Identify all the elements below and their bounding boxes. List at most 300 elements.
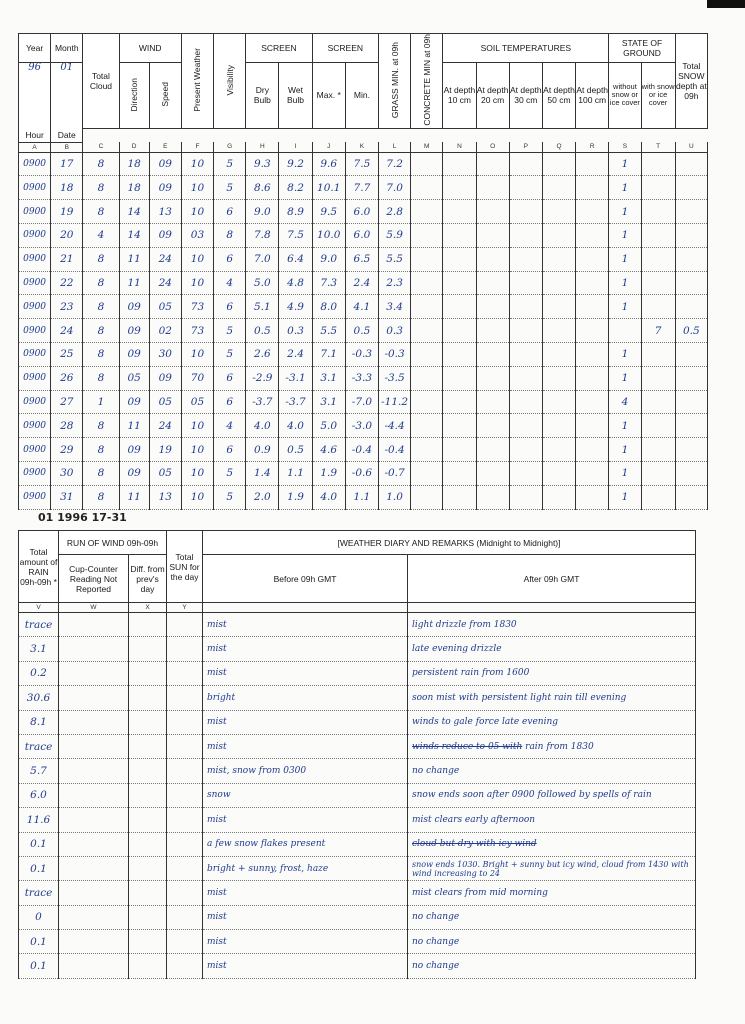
concrete-min-cell bbox=[411, 200, 443, 224]
after-remark: snow ends 1030. Bright + sunny but icy wind, cloud from 1430 with wind increasing to 24 bbox=[412, 859, 689, 878]
rain-amount-cell: 0.1 bbox=[19, 832, 59, 856]
diary-header: [WEATHER DIARY AND REMARKS (Midnight to Midnight)] bbox=[203, 531, 696, 555]
soil-10cm-cell bbox=[443, 224, 476, 248]
hour-label: Hour bbox=[19, 128, 51, 142]
observation-row bbox=[19, 200, 708, 224]
wind-diff-cell bbox=[129, 808, 167, 832]
soil-50cm-cell bbox=[542, 485, 575, 509]
sun-cell bbox=[167, 954, 203, 978]
after-remark: snow ends soon after 0900 followed by spells of rain bbox=[412, 790, 652, 801]
present-weather-cell: 10 bbox=[181, 176, 213, 200]
month-value-cell bbox=[51, 62, 83, 128]
diary-row bbox=[19, 613, 696, 637]
observation-row bbox=[19, 390, 708, 414]
observation-row bbox=[19, 247, 708, 271]
grass-min-cell: 5.5 bbox=[379, 247, 411, 271]
dry-bulb-cell: 9.3 bbox=[246, 152, 279, 176]
wind-direction-cell: 09 bbox=[119, 438, 149, 462]
ground-without-snow-cell: 1 bbox=[609, 271, 641, 295]
sun-cell bbox=[167, 686, 203, 710]
after-remark: no change bbox=[412, 961, 460, 972]
soil-50cm-cell bbox=[542, 271, 575, 295]
max-temp-cell: 4.0 bbox=[312, 485, 345, 509]
hour-cell: 0900 bbox=[19, 343, 51, 367]
observation-row bbox=[19, 438, 708, 462]
concrete-min-header: CONCRETE MIN at 09h bbox=[411, 34, 443, 129]
hour-cell: 0900 bbox=[19, 247, 51, 271]
dry-bulb-cell: 0.5 bbox=[246, 319, 279, 343]
after-09h-cell bbox=[408, 710, 696, 734]
wind-direction-cell: 11 bbox=[119, 414, 149, 438]
diary-row bbox=[19, 808, 696, 832]
column-letter: M bbox=[411, 142, 443, 152]
before-09h-cell: mist bbox=[203, 613, 408, 637]
observation-row bbox=[19, 295, 708, 319]
wet-bulb-cell: 4.0 bbox=[279, 414, 312, 438]
grass-min-cell: 7.2 bbox=[379, 152, 411, 176]
soil-30cm-cell bbox=[509, 200, 542, 224]
date-cell: 17 bbox=[51, 152, 83, 176]
ground-without-snow-cell: 1 bbox=[609, 152, 641, 176]
observation-row bbox=[19, 224, 708, 248]
ground-without-snow-cell: 1 bbox=[609, 176, 641, 200]
sun-cell bbox=[167, 661, 203, 685]
soil-20cm-cell bbox=[476, 462, 509, 486]
column-letter: V bbox=[19, 603, 59, 613]
soil-50cm-cell bbox=[542, 152, 575, 176]
cup-counter-cell bbox=[59, 808, 129, 832]
hour-cell: 0900 bbox=[19, 319, 51, 343]
ground-without-snow-cell: 1 bbox=[609, 462, 641, 486]
soil-30cm-cell bbox=[509, 462, 542, 486]
max-temp-cell: 9.0 bbox=[312, 247, 345, 271]
wind-diff-cell bbox=[129, 613, 167, 637]
before-09h-cell: mist bbox=[203, 661, 408, 685]
soil-100cm-cell bbox=[576, 414, 609, 438]
soil-100cm-cell bbox=[576, 224, 609, 248]
rain-amount-cell: trace bbox=[19, 881, 59, 905]
wind-diff-cell bbox=[129, 930, 167, 954]
soil-10cm-cell bbox=[443, 152, 476, 176]
min-temp-cell: 7.7 bbox=[345, 176, 378, 200]
visibility-cell: 6 bbox=[214, 366, 246, 390]
dry-bulb-cell: -2.9 bbox=[246, 366, 279, 390]
visibility-cell: 4 bbox=[214, 414, 246, 438]
direction-header: Direction bbox=[119, 62, 149, 128]
soil-20cm-cell bbox=[476, 200, 509, 224]
soil-temperatures-header: SOIL TEMPERATURES bbox=[443, 34, 609, 63]
column-letter-row bbox=[19, 142, 708, 152]
diary-rows bbox=[19, 613, 696, 979]
sun-cell bbox=[167, 783, 203, 807]
ground-without-snow-cell: 1 bbox=[609, 224, 641, 248]
soil-30cm-cell bbox=[509, 366, 542, 390]
date-cell: 29 bbox=[51, 438, 83, 462]
visibility-cell: 5 bbox=[214, 152, 246, 176]
soil-50cm-cell bbox=[542, 247, 575, 271]
min-temp-cell: 0.5 bbox=[345, 319, 378, 343]
wind-diff-cell bbox=[129, 734, 167, 758]
present-weather-cell: 10 bbox=[181, 414, 213, 438]
soil-100cm-header: At depth 100 cm bbox=[576, 62, 609, 128]
after-09h-header: After 09h GMT bbox=[408, 555, 696, 603]
ground-with-snow-cell bbox=[641, 485, 675, 509]
visibility-cell: 6 bbox=[214, 200, 246, 224]
soil-10cm-cell bbox=[443, 247, 476, 271]
total-cloud-cell: 8 bbox=[83, 485, 119, 509]
wind-direction-cell: 09 bbox=[119, 343, 149, 367]
visibility-cell: 5 bbox=[214, 462, 246, 486]
rain-amount-cell: 0.1 bbox=[19, 930, 59, 954]
wind-diff-cell bbox=[129, 661, 167, 685]
visibility-cell: 5 bbox=[214, 343, 246, 367]
rain-amount-cell: 11.6 bbox=[19, 808, 59, 832]
wind-speed-cell: 05 bbox=[149, 462, 181, 486]
ground-with-snow-cell bbox=[641, 152, 675, 176]
after-remark: rain from 1830 bbox=[525, 741, 594, 752]
wet-bulb-cell: -3.1 bbox=[279, 366, 312, 390]
soil-50cm-cell bbox=[542, 414, 575, 438]
wind-diff-cell bbox=[129, 856, 167, 880]
soil-100cm-cell bbox=[576, 438, 609, 462]
date-cell: 25 bbox=[51, 343, 83, 367]
sun-cell bbox=[167, 637, 203, 661]
run-of-wind-header: RUN OF WIND 09h-09h bbox=[59, 531, 167, 555]
soil-20cm-cell bbox=[476, 224, 509, 248]
min-temp-cell: 2.4 bbox=[345, 271, 378, 295]
after-09h-cell bbox=[408, 954, 696, 978]
soil-20cm-cell bbox=[476, 485, 509, 509]
wind-speed-cell: 24 bbox=[149, 414, 181, 438]
present-weather-cell: 10 bbox=[181, 200, 213, 224]
column-letter: C bbox=[83, 142, 119, 152]
min-temp-cell: -3.3 bbox=[345, 366, 378, 390]
before-09h-cell: bright bbox=[203, 686, 408, 710]
year-value: 96 bbox=[28, 62, 41, 73]
soil-30cm-cell bbox=[509, 343, 542, 367]
cup-counter-cell bbox=[59, 881, 129, 905]
wind-speed-cell: 24 bbox=[149, 247, 181, 271]
grass-min-cell: -3.5 bbox=[379, 366, 411, 390]
before-09h-cell: mist, snow from 0300 bbox=[203, 759, 408, 783]
snow-depth-cell bbox=[675, 200, 707, 224]
soil-30cm-cell bbox=[509, 152, 542, 176]
cup-counter-cell bbox=[59, 637, 129, 661]
diary-row bbox=[19, 661, 696, 685]
dry-bulb-header: Dry Bulb bbox=[246, 62, 279, 128]
wet-bulb-cell: 6.4 bbox=[279, 247, 312, 271]
after-09h-cell bbox=[408, 734, 696, 758]
snow-depth-cell bbox=[675, 390, 707, 414]
grass-min-cell: -4.4 bbox=[379, 414, 411, 438]
grass-min-cell: 3.4 bbox=[379, 295, 411, 319]
observation-row bbox=[19, 462, 708, 486]
total-cloud-cell: 8 bbox=[83, 176, 119, 200]
wet-bulb-cell: -3.7 bbox=[279, 390, 312, 414]
soil-10cm-cell bbox=[443, 176, 476, 200]
soil-100cm-cell bbox=[576, 319, 609, 343]
sun-cell bbox=[167, 710, 203, 734]
diary-row bbox=[19, 734, 696, 758]
wet-bulb-cell: 9.2 bbox=[279, 152, 312, 176]
soil-30cm-cell bbox=[509, 319, 542, 343]
soil-20cm-cell bbox=[476, 343, 509, 367]
ground-with-snow-cell bbox=[641, 224, 675, 248]
sun-cell bbox=[167, 856, 203, 880]
after-09h-cell bbox=[408, 783, 696, 807]
present-weather-cell: 70 bbox=[181, 366, 213, 390]
soil-100cm-cell bbox=[576, 462, 609, 486]
concrete-min-cell bbox=[411, 485, 443, 509]
cup-counter-header: Cup-Counter Reading Not Reported bbox=[59, 555, 129, 603]
before-09h-cell: mist bbox=[203, 710, 408, 734]
diff-header: Diff. from prev's day bbox=[129, 555, 167, 603]
rain-amount-cell: 0.2 bbox=[19, 661, 59, 685]
date-cell: 19 bbox=[51, 200, 83, 224]
snow-depth-cell bbox=[675, 462, 707, 486]
column-letter: G bbox=[214, 142, 246, 152]
after-remark: mist clears from mid morning bbox=[412, 887, 548, 898]
diary-row bbox=[19, 637, 696, 661]
soil-10cm-cell bbox=[443, 343, 476, 367]
soil-50cm-cell bbox=[542, 438, 575, 462]
cup-counter-cell bbox=[59, 856, 129, 880]
screen-header-2: SCREEN bbox=[312, 34, 378, 63]
wind-direction-cell: 05 bbox=[119, 366, 149, 390]
wind-direction-cell: 18 bbox=[119, 152, 149, 176]
total-cloud-cell: 8 bbox=[83, 462, 119, 486]
visibility-cell: 6 bbox=[214, 438, 246, 462]
wind-speed-cell: 13 bbox=[149, 485, 181, 509]
soil-100cm-cell bbox=[576, 176, 609, 200]
wind-direction-cell: 18 bbox=[119, 176, 149, 200]
state-of-ground-header: STATE OF GROUND bbox=[609, 34, 675, 63]
sun-cell bbox=[167, 808, 203, 832]
rain-amount-cell: 30.6 bbox=[19, 686, 59, 710]
snow-depth-cell bbox=[675, 414, 707, 438]
wind-direction-cell: 09 bbox=[119, 295, 149, 319]
column-letter: S bbox=[609, 142, 641, 152]
column-letter-blank bbox=[408, 603, 696, 613]
ground-with-snow-cell bbox=[641, 366, 675, 390]
max-temp-cell: 7.1 bbox=[312, 343, 345, 367]
ground-with-snow-cell bbox=[641, 343, 675, 367]
grass-min-header: GRASS MIN. at 09h bbox=[379, 34, 411, 129]
column-letter: Y bbox=[167, 603, 203, 613]
max-temp-cell: 1.9 bbox=[312, 462, 345, 486]
ground-with-snow-cell bbox=[641, 414, 675, 438]
total-cloud-cell: 8 bbox=[83, 366, 119, 390]
snow-depth-cell bbox=[675, 224, 707, 248]
soil-20cm-cell bbox=[476, 247, 509, 271]
concrete-min-cell bbox=[411, 462, 443, 486]
date-cell: 28 bbox=[51, 414, 83, 438]
soil-10cm-cell bbox=[443, 438, 476, 462]
date-cell: 20 bbox=[51, 224, 83, 248]
column-letter: R bbox=[576, 142, 609, 152]
min-temp-cell: -7.0 bbox=[345, 390, 378, 414]
cup-counter-cell bbox=[59, 783, 129, 807]
wind-diff-cell bbox=[129, 905, 167, 929]
after-remark: persistent rain from 1600 bbox=[412, 668, 530, 679]
ground-with-snow-cell bbox=[641, 247, 675, 271]
cup-counter-cell bbox=[59, 661, 129, 685]
hour-cell: 0900 bbox=[19, 462, 51, 486]
soil-30cm-cell bbox=[509, 438, 542, 462]
before-09h-cell: mist bbox=[203, 930, 408, 954]
column-letter: P bbox=[509, 142, 542, 152]
after-remark: no change bbox=[412, 936, 460, 947]
soil-30cm-cell bbox=[509, 390, 542, 414]
ground-without-snow-cell: 1 bbox=[609, 200, 641, 224]
soil-10cm-cell bbox=[443, 414, 476, 438]
soil-10cm-header: At depth 10 cm bbox=[443, 62, 476, 128]
column-letter: I bbox=[279, 142, 312, 152]
before-09h-cell: mist bbox=[203, 637, 408, 661]
period-caption: 01 1996 17-31 bbox=[38, 511, 127, 524]
after-remark: mist clears early afternoon bbox=[412, 814, 536, 825]
max-temp-cell: 3.1 bbox=[312, 390, 345, 414]
rain-amount-cell: trace bbox=[19, 613, 59, 637]
wind-direction-cell: 11 bbox=[119, 247, 149, 271]
after-remark: late evening drizzle bbox=[412, 644, 502, 655]
soil-20cm-header: At depth 20 cm bbox=[476, 62, 509, 128]
soil-100cm-cell bbox=[576, 366, 609, 390]
sun-cell bbox=[167, 832, 203, 856]
date-cell: 24 bbox=[51, 319, 83, 343]
wet-bulb-cell: 0.5 bbox=[279, 438, 312, 462]
total-cloud-cell: 8 bbox=[83, 319, 119, 343]
ground-without-snow-cell: 1 bbox=[609, 438, 641, 462]
total-cloud-cell: 8 bbox=[83, 414, 119, 438]
soil-100cm-cell bbox=[576, 295, 609, 319]
soil-50cm-cell bbox=[542, 200, 575, 224]
speed-header: Speed bbox=[149, 62, 181, 128]
after-remark: no change bbox=[412, 912, 460, 923]
observation-row bbox=[19, 271, 708, 295]
max-temp-cell: 5.0 bbox=[312, 414, 345, 438]
hour-cell: 0900 bbox=[19, 200, 51, 224]
diary-row bbox=[19, 759, 696, 783]
grass-min-cell: 0.3 bbox=[379, 319, 411, 343]
present-weather-cell: 10 bbox=[181, 438, 213, 462]
cup-counter-cell bbox=[59, 759, 129, 783]
soil-50cm-cell bbox=[542, 176, 575, 200]
wind-diff-cell bbox=[129, 759, 167, 783]
sun-cell bbox=[167, 734, 203, 758]
ground-with-snow-cell bbox=[641, 200, 675, 224]
column-letter: A bbox=[19, 142, 51, 152]
snow-depth-cell bbox=[675, 343, 707, 367]
hour-cell: 0900 bbox=[19, 152, 51, 176]
ground-without-snow-cell: 1 bbox=[609, 247, 641, 271]
hour-cell: 0900 bbox=[19, 390, 51, 414]
grass-min-cell: 7.0 bbox=[379, 176, 411, 200]
wind-diff-cell bbox=[129, 832, 167, 856]
present-weather-cell: 73 bbox=[181, 295, 213, 319]
concrete-min-cell bbox=[411, 176, 443, 200]
observation-rows bbox=[19, 152, 708, 509]
before-09h-cell: mist bbox=[203, 734, 408, 758]
diary-row bbox=[19, 905, 696, 929]
after-09h-cell bbox=[408, 613, 696, 637]
without-snow-header: without snow or ice cover bbox=[609, 62, 641, 128]
wind-direction-cell: 14 bbox=[119, 200, 149, 224]
present-weather-cell: 73 bbox=[181, 319, 213, 343]
before-09h-cell: a few snow flakes present bbox=[203, 832, 408, 856]
wet-bulb-cell: 1.9 bbox=[279, 485, 312, 509]
snow-depth-cell bbox=[675, 485, 707, 509]
ground-without-snow-cell: 1 bbox=[609, 414, 641, 438]
column-letter: X bbox=[129, 603, 167, 613]
diary-row bbox=[19, 881, 696, 905]
grass-min-cell: -0.4 bbox=[379, 438, 411, 462]
month-label: Month bbox=[51, 34, 83, 63]
concrete-min-cell bbox=[411, 295, 443, 319]
observation-row bbox=[19, 485, 708, 509]
observation-row bbox=[19, 366, 708, 390]
snow-depth-cell bbox=[675, 366, 707, 390]
max-temp-cell: 9.6 bbox=[312, 152, 345, 176]
visibility-cell: 4 bbox=[214, 271, 246, 295]
soil-100cm-cell bbox=[576, 152, 609, 176]
visibility-header: Visibility bbox=[214, 34, 246, 129]
wind-diff-cell bbox=[129, 783, 167, 807]
date-cell: 21 bbox=[51, 247, 83, 271]
wind-header: WIND bbox=[119, 34, 181, 63]
soil-20cm-cell bbox=[476, 438, 509, 462]
dry-bulb-cell: 9.0 bbox=[246, 200, 279, 224]
date-cell: 26 bbox=[51, 366, 83, 390]
dry-bulb-cell: 0.9 bbox=[246, 438, 279, 462]
soil-10cm-cell bbox=[443, 366, 476, 390]
dry-bulb-cell: 5.1 bbox=[246, 295, 279, 319]
soil-20cm-cell bbox=[476, 152, 509, 176]
date-cell: 27 bbox=[51, 390, 83, 414]
soil-30cm-cell bbox=[509, 271, 542, 295]
snow-depth-cell bbox=[675, 247, 707, 271]
soil-50cm-cell bbox=[542, 319, 575, 343]
soil-10cm-cell bbox=[443, 271, 476, 295]
concrete-min-cell bbox=[411, 224, 443, 248]
total-cloud-cell: 8 bbox=[83, 343, 119, 367]
present-weather-cell: 03 bbox=[181, 224, 213, 248]
observation-row bbox=[19, 414, 708, 438]
visibility-cell: 5 bbox=[214, 485, 246, 509]
grass-min-cell: 2.8 bbox=[379, 200, 411, 224]
observation-row bbox=[19, 319, 708, 343]
ground-without-snow-cell: 4 bbox=[609, 390, 641, 414]
soil-10cm-cell bbox=[443, 200, 476, 224]
diary-row bbox=[19, 710, 696, 734]
hour-cell: 0900 bbox=[19, 438, 51, 462]
concrete-min-cell bbox=[411, 438, 443, 462]
hour-cell: 0900 bbox=[19, 485, 51, 509]
column-letter: J bbox=[312, 142, 345, 152]
before-09h-cell: mist bbox=[203, 808, 408, 832]
screen-header-1: SCREEN bbox=[246, 34, 312, 63]
min-temp-cell: 4.1 bbox=[345, 295, 378, 319]
min-temp-cell: -0.6 bbox=[345, 462, 378, 486]
observation-row bbox=[19, 152, 708, 176]
after-remark: winds to gale force late evening bbox=[412, 717, 559, 728]
rain-amount-cell: 8.1 bbox=[19, 710, 59, 734]
soil-30cm-cell bbox=[509, 247, 542, 271]
min-temp-cell: 1.1 bbox=[345, 485, 378, 509]
wet-bulb-cell: 8.2 bbox=[279, 176, 312, 200]
date-cell: 23 bbox=[51, 295, 83, 319]
total-cloud-header: Total Cloud bbox=[83, 34, 119, 129]
